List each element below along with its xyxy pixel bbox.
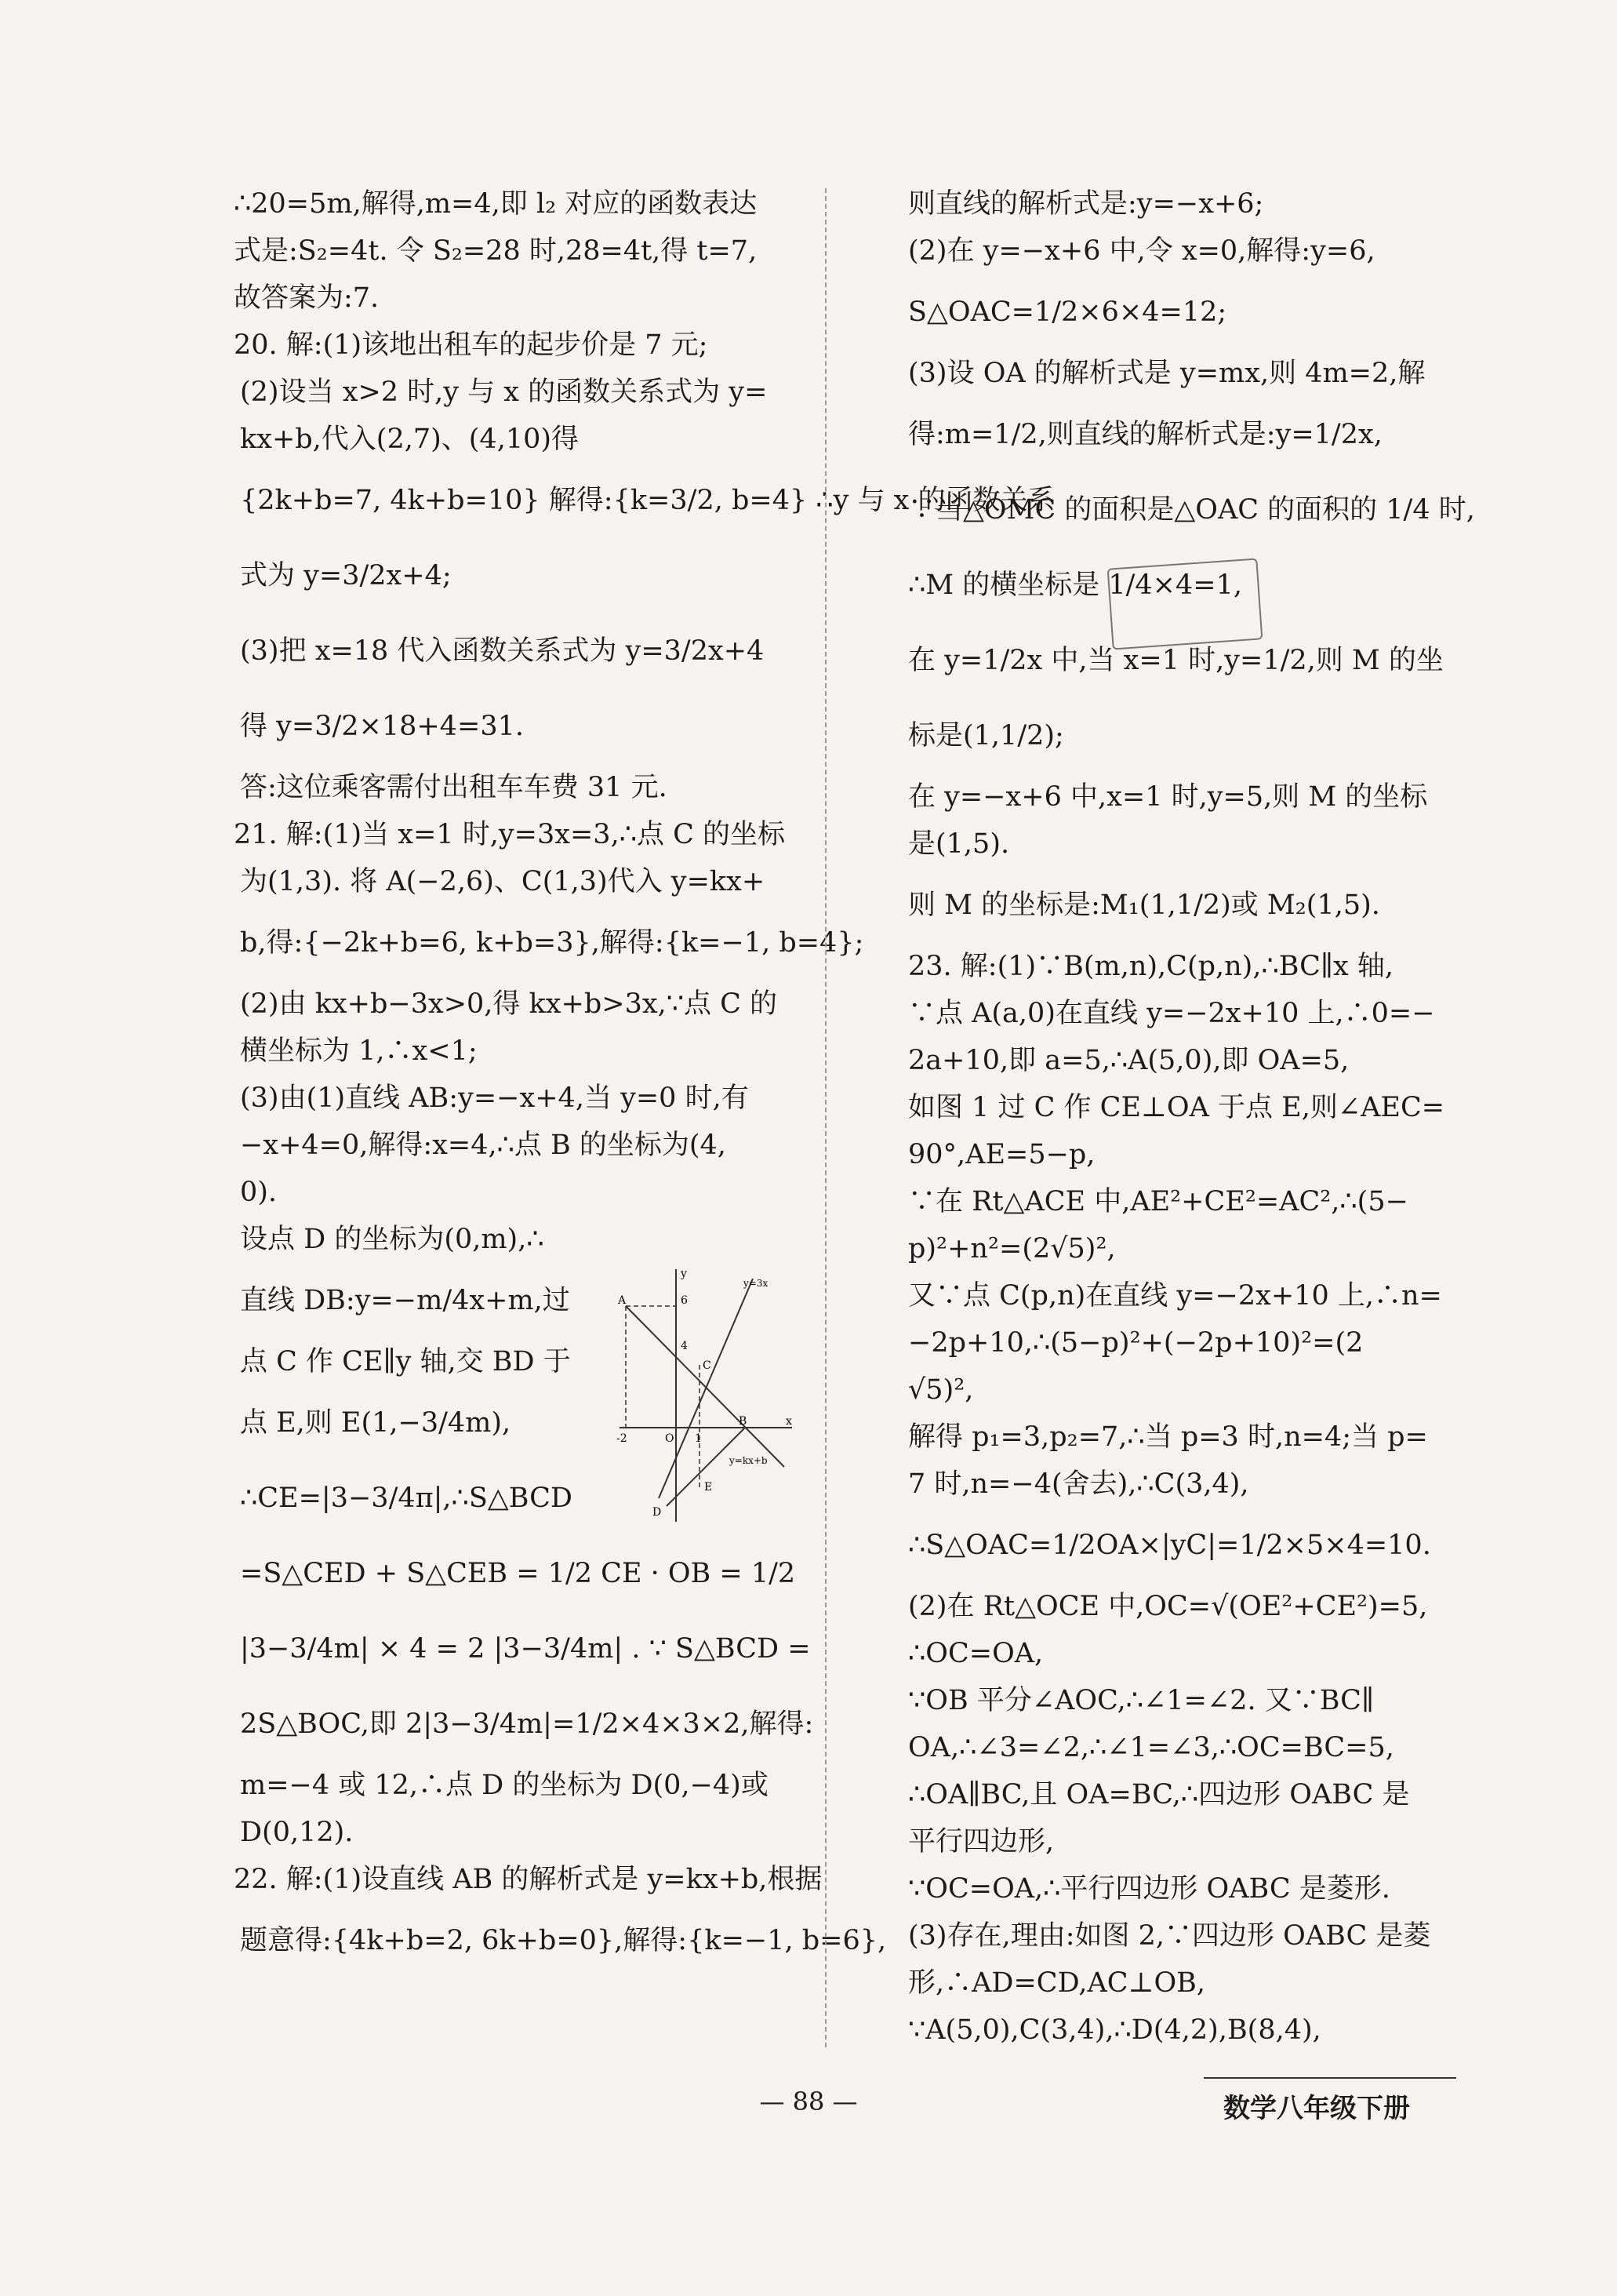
line-db (667, 1428, 745, 1506)
text-line: (3)设 OA 的解析式是 y=mx,则 4m=2,解 (908, 358, 1426, 389)
text-line: 故答案为:7. (234, 282, 380, 314)
text-line: 为(1,3). 将 A(−2,6)、C(1,3)代入 y=kx+ (240, 866, 765, 897)
text-line: 得:m=1/2,则直线的解析式是:y=1/2x, (908, 419, 1383, 450)
text-line: m=−4 或 12,∴点 D 的坐标为 D(0,−4)或 (240, 1770, 769, 1801)
line-ab (626, 1306, 784, 1467)
text-line: 直线 DB:y=−m/4x+m,过 (240, 1285, 570, 1316)
figure-label: 1 (695, 1432, 702, 1445)
text-line: (3)存在,理由:如图 2,∵四边形 OABC 是菱 (908, 1920, 1431, 1952)
problem-22-heading: 22. 解:(1)设直线 AB 的解析式是 y=kx+b,根据 (234, 1864, 823, 1895)
text-line: (2)在 y=−x+6 中,令 x=0,解得:y=6, (908, 235, 1375, 267)
text-line: 7 时,n=−4(舍去),∴C(3,4), (908, 1468, 1249, 1500)
text-line: 90°,AE=5−p, (908, 1139, 1096, 1170)
text-line: 点 C 作 CE∥y 轴,交 BD 于 (240, 1346, 571, 1377)
text-line: |3−3/4m| × 4 = 2 |3−3/4m| . ∵ S△BCD = (240, 1633, 811, 1665)
text-line: (2)在 Rt△OCE 中,OC=√(OE²+CE²)=5, (908, 1591, 1428, 1622)
text-line: 是(1,5). (908, 828, 1010, 860)
figure-label: B (739, 1415, 747, 1428)
figure-label: E (704, 1481, 713, 1494)
text-line: 设点 D 的坐标为(0,m),∴ (240, 1224, 544, 1255)
footer-rule (1204, 2077, 1456, 2079)
figure-label: -2 (616, 1432, 627, 1445)
right-column (908, 180, 1475, 2054)
text-line: ∴CE=|3−3/4π|,∴S△BCD (240, 1483, 572, 1514)
figure-label: D (652, 1506, 662, 1519)
problem-21-heading: 21. 解:(1)当 x=1 时,y=3x=3,∴点 C 的坐标 (234, 819, 785, 850)
problem-23-heading: 23. 解:(1)∵B(m,n),C(p,n),∴BC∥x 轴, (908, 951, 1394, 982)
text-line: 式是:S₂=4t. 令 S₂=28 时,28=4t,得 t=7, (234, 235, 758, 267)
text-line: ∴M 的横坐标是 1/4×4=1, (908, 569, 1242, 601)
text-line: D(0,12). (240, 1817, 354, 1848)
coordinate-figure (612, 1263, 800, 1530)
text-line: 在 y=−x+6 中,x=1 时,y=5,则 M 的坐标 (908, 781, 1428, 813)
text-line: 则直线的解析式是:y=−x+6; (908, 188, 1264, 220)
equation-system: 题意得:{4k+b=2, 6k+b=0},解得:{k=−1, b=6}, (240, 1925, 887, 1956)
text-line: 横坐标为 1,∴x<1; (240, 1035, 478, 1067)
text-line: √5)², (908, 1374, 974, 1406)
equation-system: {2k+b=7, 4k+b=10} 解得:{k=3/2, b=4} ∴y 与 x 的函数关系 (240, 485, 1056, 516)
text-line: OA,∴∠3=∠2,∴∠1=∠3,∴OC=BC=5, (908, 1732, 1394, 1763)
equation-system: b,得:{−2k+b=6, k+b=3},解得:{k=−1, b=4}; (240, 927, 864, 959)
text-line: 又∵点 C(p,n)在直线 y=−2x+10 上,∴n= (908, 1280, 1442, 1312)
text-line: ∵点 A(a,0)在直线 y=−2x+10 上,∴0=− (908, 998, 1435, 1029)
text-line: ∴S△OAC=1/2OA×|yC|=1/2×5×4=10. (908, 1530, 1431, 1561)
text-line: 形,∴AD=CD,AC⊥OB, (908, 1967, 1206, 1999)
text-line: 则 M 的坐标是:M₁(1,1/2)或 M₂(1,5). (908, 890, 1380, 921)
text-line: ∵A(5,0),C(3,4),∴D(4,2),B(8,4), (908, 2014, 1321, 2046)
text-line: 式为 y=3/2x+4; (240, 560, 452, 591)
figure-label: y=3x (743, 1278, 769, 1289)
text-line: (3)由(1)直线 AB:y=−x+4,当 y=0 时,有 (240, 1083, 749, 1114)
text-line: p)²+n²=(2√5)², (908, 1233, 1116, 1264)
text-line: −x+4=0,解得:x=4,∴点 B 的坐标为(4, (240, 1130, 726, 1161)
figure-label: y=kx+b (729, 1455, 768, 1466)
text-line: 在 y=1/2x 中,当 x=1 时,y=1/2,则 M 的坐 (908, 645, 1444, 676)
text-line: ∵OC=OA,∴平行四边形 OABC 是菱形. (908, 1873, 1390, 1905)
text-line: ∵OB 平分∠AOC,∴∠1=∠2. 又∵BC∥ (908, 1685, 1375, 1716)
text-line: ∵当△OMC 的面积是△OAC 的面积的 1/4 时, (908, 494, 1475, 526)
page-number: — 88 — (759, 2087, 858, 2116)
text-line: 解得 p₁=3,p₂=7,∴当 p=3 时,n=4;当 p= (908, 1421, 1428, 1453)
problem-20-heading: 20. 解:(1)该地出租车的起步价是 7 元; (234, 329, 708, 361)
figure-label: 4 (681, 1340, 688, 1352)
column-divider (825, 188, 827, 2047)
text-line: 2a+10,即 a=5,∴A(5,0),即 OA=5, (908, 1045, 1350, 1076)
figure-label: y (681, 1268, 687, 1280)
text-line: 0). (240, 1177, 278, 1208)
text-line: (2)由 kx+b−3x>0,得 kx+b>3x,∵点 C 的 (240, 988, 777, 1020)
figure-label: 6 (681, 1294, 688, 1307)
text-line: 点 E,则 E(1,−3/4m), (240, 1407, 511, 1439)
text-line: kx+b,代入(2,7)、(4,10)得 (240, 424, 580, 455)
text-line: 如图 1 过 C 作 CE⊥OA 于点 E,则∠AEC= (908, 1092, 1445, 1123)
text-line: 得 y=3/2×18+4=31. (240, 711, 524, 742)
text-line: 2S△BOC,即 2|3−3/4m|=1/2×4×3×2,解得: (240, 1708, 814, 1740)
text-line: 答:这位乘客需付出租车车费 31 元. (240, 772, 667, 803)
text-line: 标是(1,1/2); (908, 720, 1064, 751)
book-title: 数学八年级下册 (1223, 2093, 1410, 2124)
text-line: ∴OC=OA, (908, 1638, 1044, 1669)
figure-label: x (786, 1415, 792, 1428)
text-line: S△OAC=1/2×6×4=12; (908, 297, 1227, 328)
text-line: ∵在 Rt△ACE 中,AE²+CE²=AC²,∴(5− (908, 1186, 1408, 1217)
figure-label: A (618, 1294, 627, 1307)
text-line: ∴OA∥BC,且 OA=BC,∴四边形 OABC 是 (908, 1779, 1410, 1810)
text-line: ∴20=5m,解得,m=4,即 l₂ 对应的函数表达 (234, 188, 758, 220)
watermark-stamp (1107, 558, 1263, 650)
text-line: −2p+10,∴(5−p)²+(−2p+10)²=(2 (908, 1327, 1364, 1359)
text-line: 平行四边形, (908, 1826, 1055, 1858)
text-line: (2)设当 x>2 时,y 与 x 的函数关系式为 y= (240, 377, 768, 408)
figure-label: C (703, 1359, 711, 1372)
text-line: (3)把 x=18 代入函数关系式为 y=3/2x+4 (240, 635, 765, 667)
text-line: =S△CED + S△CEB = 1/2 CE · OB = 1/2 (240, 1558, 796, 1589)
figure-label: O (665, 1432, 674, 1445)
